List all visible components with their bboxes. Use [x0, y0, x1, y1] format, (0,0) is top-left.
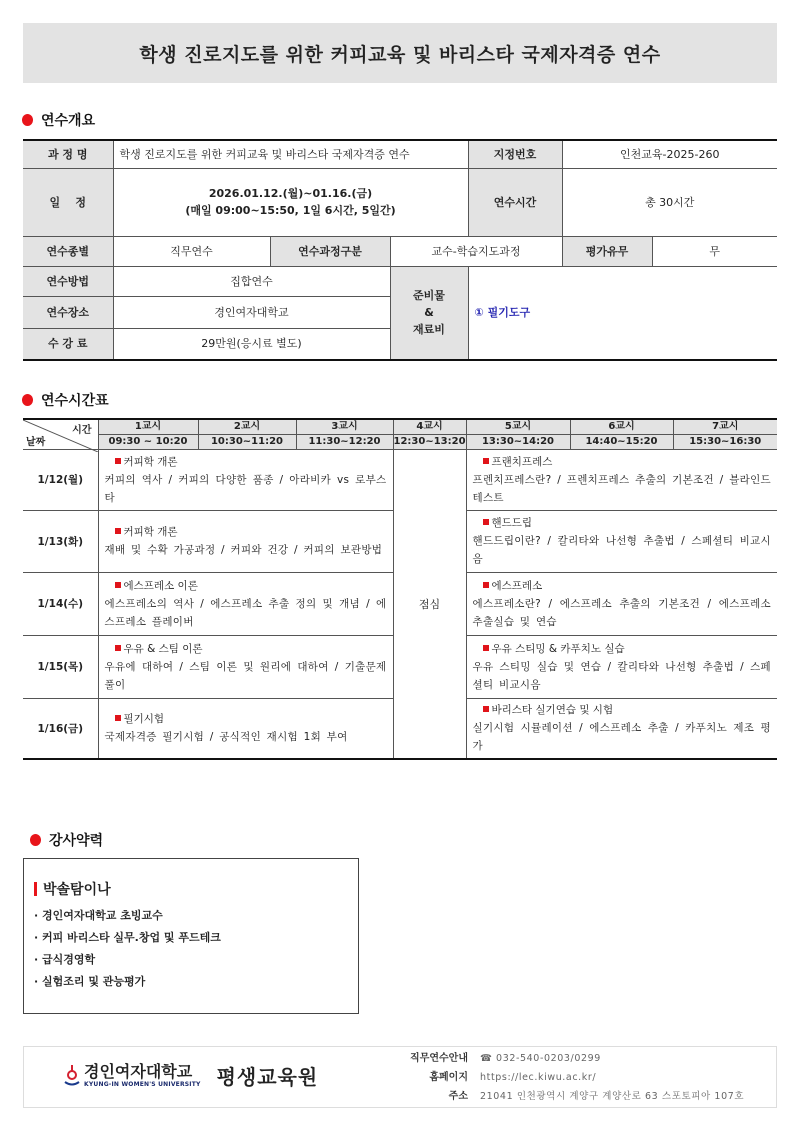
bullet-dot-icon — [22, 114, 33, 126]
red-square-bullet-icon — [115, 582, 121, 588]
corner-date-label: 날짜 — [26, 436, 46, 448]
red-square-bullet-icon — [115, 715, 121, 721]
day-date: 1/13(화) — [23, 510, 98, 572]
session-description: 국제자격증 필기시험 / 공식적인 재시험 1회 부여 — [104, 731, 348, 744]
session-topic: 핸드드립 — [473, 514, 772, 532]
course-name-value: 학생 진로지도를 위한 커피교육 및 바리스타 국제자격증 연수 — [113, 140, 468, 168]
category-label: 연수과정구분 — [270, 236, 390, 266]
fee-value: 29만원(응시료 별도) — [113, 328, 390, 360]
materials-value: ① 필기도구 — [468, 266, 777, 360]
session-description: 에스프레소란? / 에스프레소 추출의 기본조건 / 에스프레소 추출실습 및 연습 — [472, 597, 771, 628]
section-timetable-heading — [22, 390, 109, 410]
evaluation-value: 무 — [652, 236, 777, 266]
session-description: 커피의 역사 / 커피의 다양한 품종 / 아라비카 vs 로부스타 — [104, 473, 387, 504]
corner-time-label: 시간 — [72, 425, 92, 436]
morning-session — [98, 572, 393, 635]
period-name: 1교시 — [98, 419, 198, 434]
type-label: 연수종별 — [23, 236, 113, 266]
session-topic: 커피학 개론 — [105, 523, 387, 541]
session-topic: 에스프레소 — [473, 577, 772, 595]
period-name: 4교시 — [393, 419, 466, 434]
red-square-bullet-icon — [483, 458, 489, 464]
schedule-label: 일 정 — [23, 168, 113, 236]
contact-label: 직무연수안내 — [410, 1053, 468, 1064]
homepage-link[interactable]: https://lec.kiwu.ac.kr/ — [480, 1072, 597, 1083]
session-description: 재배 및 수확 가공과정 / 커피와 건강 / 커피의 보관방법 — [104, 544, 383, 556]
title-banner — [23, 23, 777, 83]
section-instructor-heading — [30, 830, 103, 850]
red-square-bullet-icon — [115, 528, 121, 534]
instructor-career-item: · 커피 바리스타 실무.창업 및 푸드테크 — [34, 931, 221, 944]
evaluation-label: 평가유무 — [562, 236, 652, 266]
session-description: 핸드드립이란? / 칼리타와 나선형 추출법 / 스페셜티 비교시음 — [472, 535, 771, 565]
overview-table — [23, 139, 777, 361]
section-title: 연수개요 — [41, 113, 96, 129]
period-time: 10:30~11:20 — [198, 434, 296, 449]
session-description: 우유 스티밍 실습 및 연습 / 칼리타와 나선형 추출법 / 스페셜티 비교시음 — [472, 660, 771, 691]
session-topic: 우유 스티밍 & 카푸치노 실습 — [473, 640, 772, 658]
red-square-bullet-icon — [483, 645, 489, 651]
logo-institute-name: 평생교육원 — [216, 1065, 319, 1089]
period-time: 11:30~12:20 — [296, 434, 393, 449]
category-value: 교수-학습지도과정 — [390, 236, 562, 266]
corner-header — [23, 419, 98, 449]
afternoon-session — [466, 449, 777, 510]
table-row — [23, 449, 777, 510]
morning-session — [98, 698, 393, 759]
course-name-label: 과 정 명 — [23, 140, 113, 168]
schedule-dates: 2026.01.12.(월)~01.16.(금) — [208, 187, 373, 200]
schedule-hours: (매일 09:00~15:50, 1일 6시간, 5일간) — [185, 204, 396, 217]
day-date: 1/16(금) — [23, 698, 98, 759]
instructor-career-item: · 급식경영학 — [34, 953, 96, 966]
instructor-name: 박솔탐이나 — [34, 879, 348, 899]
morning-session — [98, 510, 393, 572]
bullet-dot-icon — [30, 834, 41, 846]
contact-phone: ☎ 032-540-0203/0299 — [480, 1053, 601, 1064]
method-value: 집합연수 — [113, 266, 390, 296]
period-time: 09:30 ~ 10:20 — [98, 434, 198, 449]
red-square-bullet-icon — [483, 706, 489, 712]
type-value: 직무연수 — [113, 236, 270, 266]
instructor-career-item: · 경인여자대학교 초빙교수 — [34, 909, 163, 922]
logo-korean-name: 경인여자대학교 — [84, 1062, 193, 1081]
materials-label-line3: 재료비 — [413, 323, 445, 337]
session-description: 에스프레소의 역사 / 에스프레소 추출 정의 및 개념 / 에스프레소 플레이버 — [104, 597, 387, 628]
period-name: 7교시 — [673, 419, 777, 434]
afternoon-session — [466, 698, 777, 759]
instructor-box — [23, 858, 359, 1014]
period-name: 3교시 — [296, 419, 393, 434]
page-title: 학생 진로지도를 위한 커피교육 및 바리스타 국제자격증 연수 — [139, 43, 661, 66]
day-date: 1/12(월) — [23, 449, 98, 510]
morning-session — [98, 449, 393, 510]
materials-label-line2: & — [424, 306, 434, 320]
morning-session — [98, 635, 393, 698]
red-square-bullet-icon — [115, 645, 121, 651]
session-description: 프렌치프레스란? / 프렌치프레스 추출의 기본조건 / 블라인드 테스트 — [472, 473, 771, 504]
instructor-career-item: · 실험조리 및 관능평가 — [34, 975, 146, 988]
red-square-bullet-icon — [483, 582, 489, 588]
bullet-dot-icon — [22, 394, 33, 406]
university-logo — [64, 1061, 318, 1090]
session-topic: 바리스타 실기연습 및 시험 — [473, 701, 772, 719]
section-title: 강사약력 — [49, 833, 104, 849]
day-date: 1/14(수) — [23, 572, 98, 635]
session-topic: 필기시험 — [105, 710, 387, 728]
period-time: 12:30~13:20 — [393, 436, 466, 447]
period-name: 2교시 — [198, 419, 296, 434]
hours-label: 연수시간 — [468, 168, 562, 236]
materials-label — [390, 266, 468, 360]
session-topic: 에스프레소 이론 — [105, 577, 387, 595]
red-square-bullet-icon — [483, 519, 489, 525]
address-label: 주소 — [448, 1091, 468, 1102]
period-time: 14:40~15:20 — [570, 434, 673, 449]
schedule-value — [113, 168, 468, 236]
lunch-cell: 점심 — [393, 449, 466, 759]
session-topic: 우유 & 스팀 이론 — [105, 640, 387, 658]
hours-value: 총 30시간 — [562, 168, 777, 236]
afternoon-session — [466, 572, 777, 635]
session-topic: 커피학 개론 — [105, 453, 387, 471]
address-value: 21041 인천광역시 계양구 계양산로 63 스포토피아 107호 — [480, 1091, 745, 1102]
place-value: 경인여자대학교 — [113, 296, 390, 328]
section-overview-heading — [22, 110, 95, 130]
period-time: 13:30~14:20 — [466, 434, 570, 449]
footer — [23, 1046, 777, 1108]
contact-info — [384, 1049, 774, 1106]
timetable — [23, 418, 777, 760]
session-description: 우유에 대하여 / 스팀 이론 및 원리에 대하여 / 기출문제 풀이 — [104, 660, 387, 691]
section-title: 연수시간표 — [41, 393, 109, 409]
fee-label: 수 강 료 — [23, 328, 113, 360]
method-label: 연수방법 — [23, 266, 113, 296]
session-description: 실기시험 시뮬레이션 / 에스프레소 추출 / 카푸치노 제조 평가 — [472, 722, 771, 753]
materials-label-line1: 준비물 — [413, 289, 445, 303]
period-name: 5교시 — [466, 419, 570, 434]
university-emblem-icon — [64, 1063, 80, 1089]
place-label: 연수장소 — [23, 296, 113, 328]
period-name: 6교시 — [570, 419, 673, 434]
afternoon-session — [466, 510, 777, 572]
red-bar-icon — [34, 882, 37, 896]
afternoon-session — [466, 635, 777, 698]
logo-english-name: KYUNG-IN WOMEN'S UNIVERSITY — [84, 1081, 201, 1088]
designation-label: 지정번호 — [468, 140, 562, 168]
period-time: 15:30~16:30 — [673, 434, 777, 449]
day-date: 1/15(목) — [23, 635, 98, 698]
designation-value: 인천교육-2025-260 — [562, 140, 777, 168]
red-square-bullet-icon — [115, 458, 121, 464]
session-topic: 프랜치프레스 — [473, 453, 772, 471]
homepage-label: 홈페이지 — [429, 1072, 468, 1083]
